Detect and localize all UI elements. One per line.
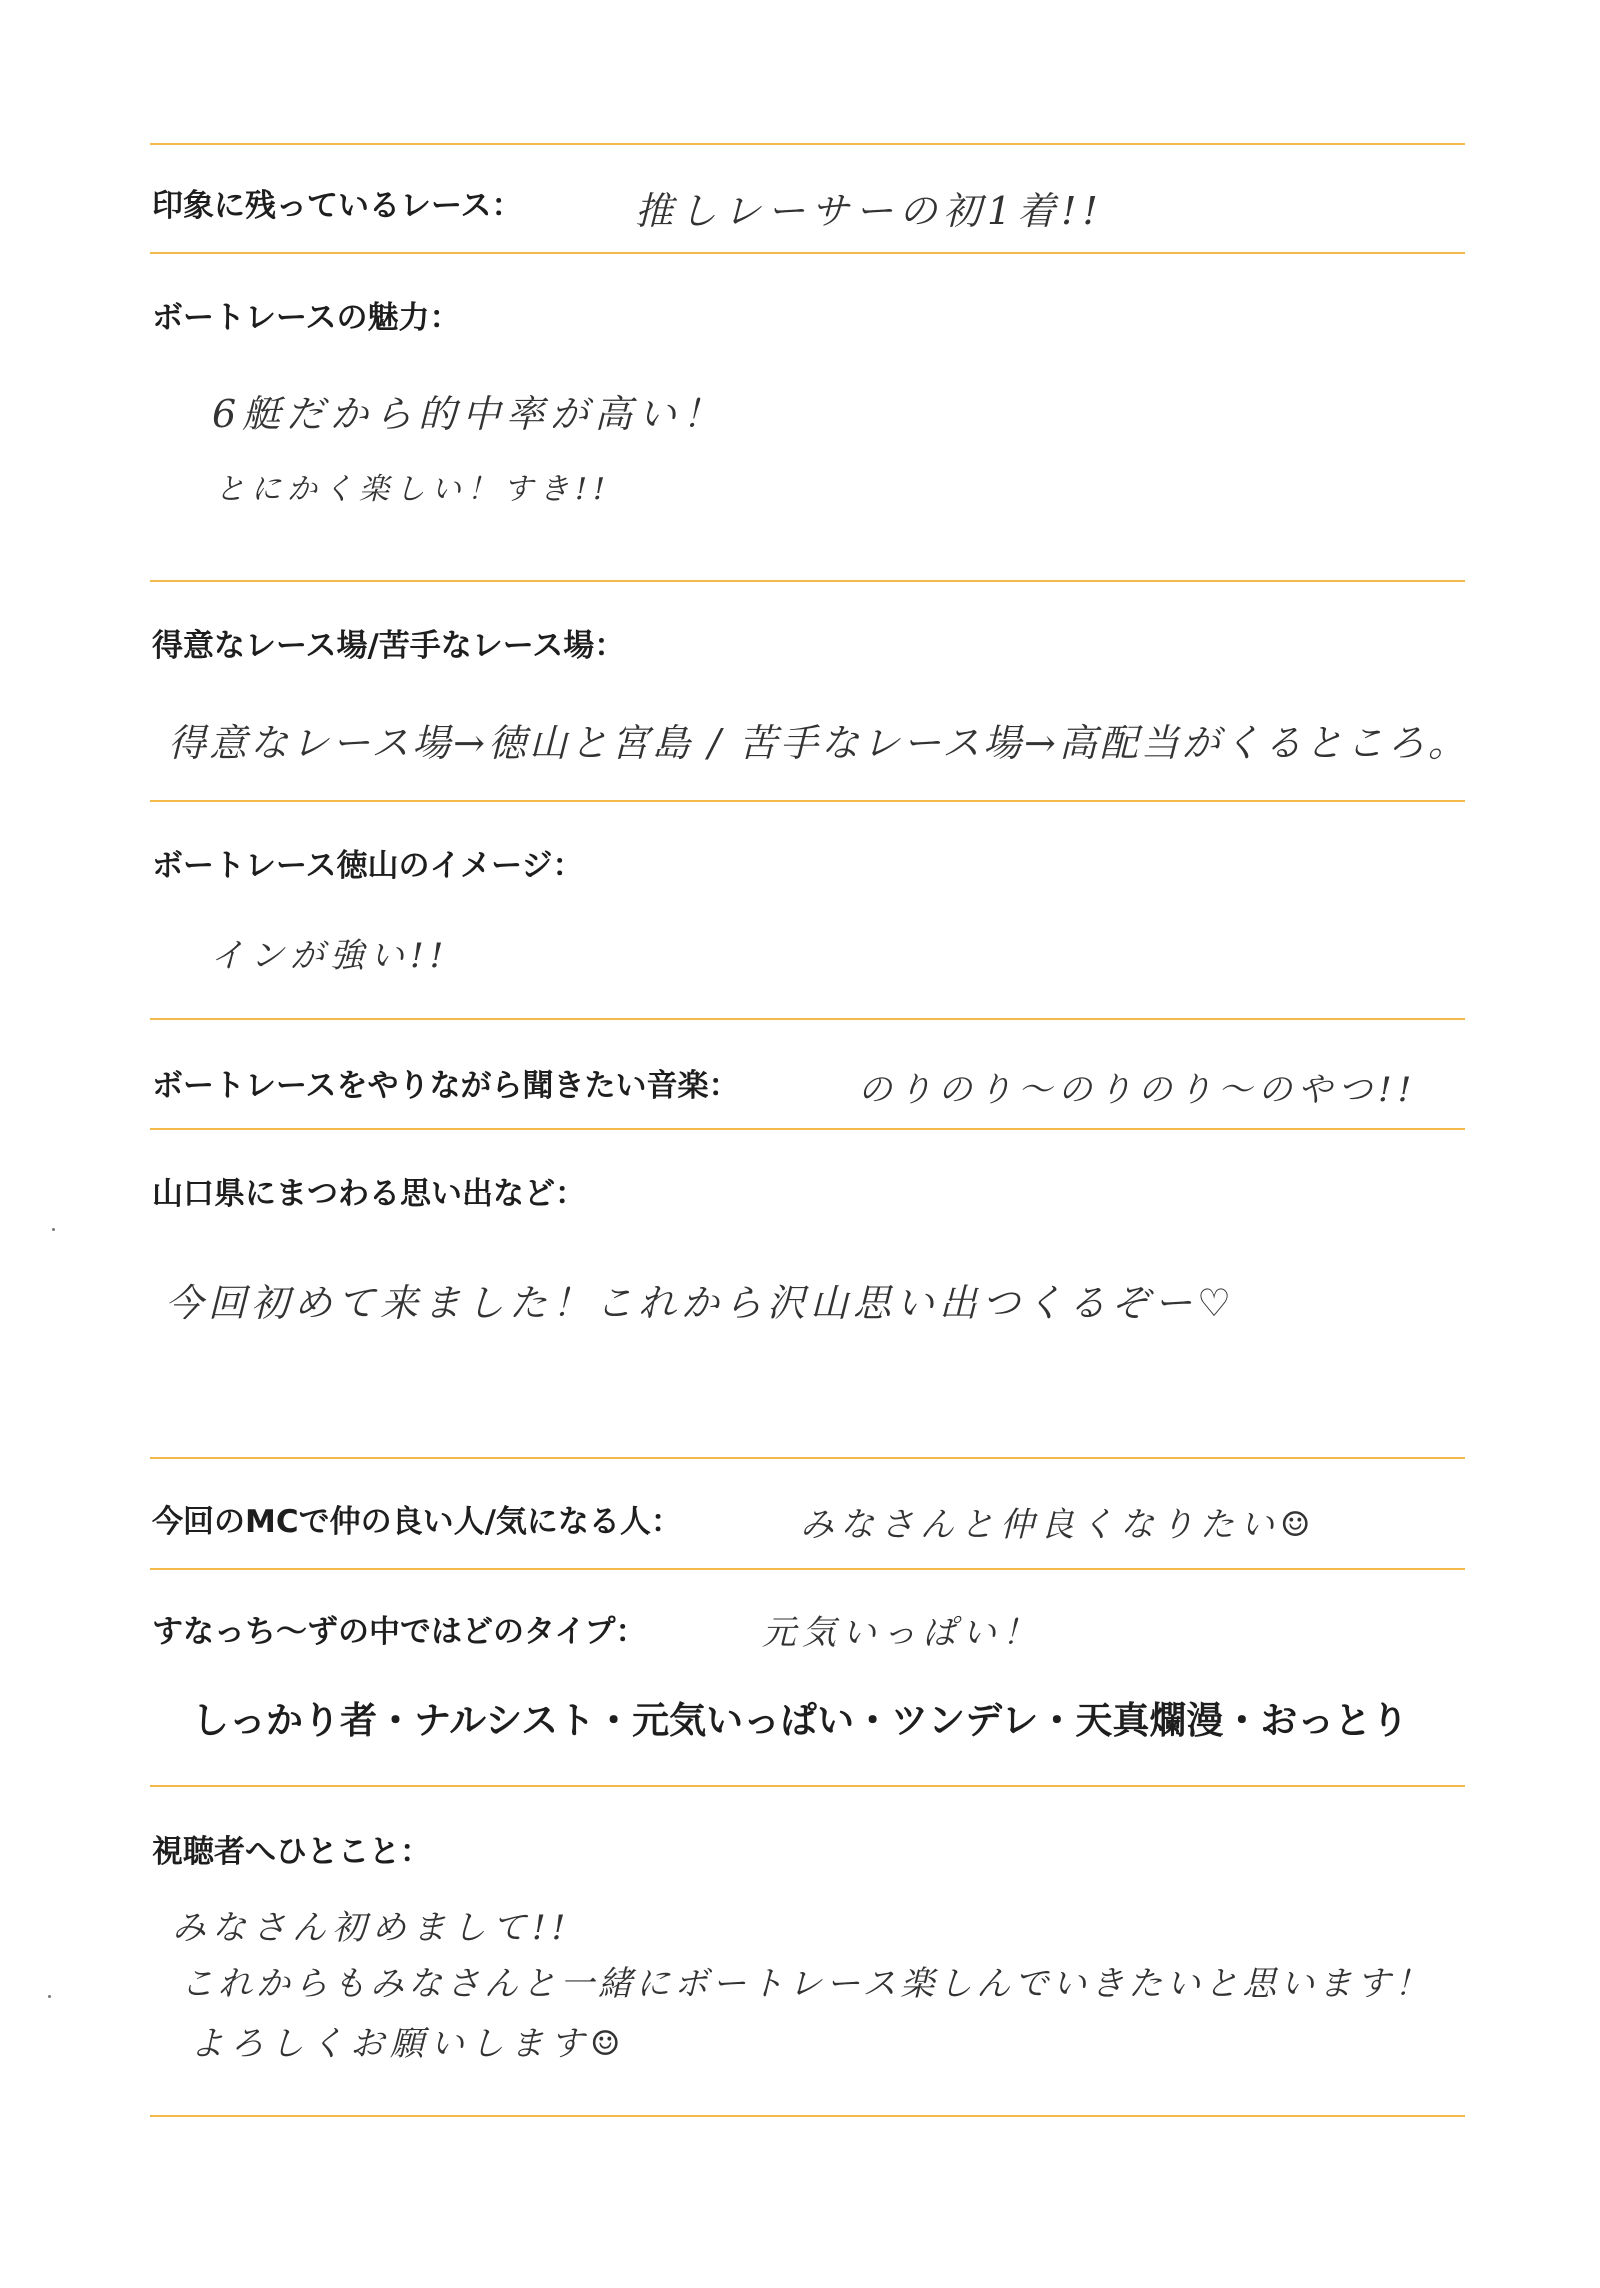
label-yamaguchi-memories: 山口県にまつわる思い出など： xyxy=(152,1176,586,1212)
divider-line xyxy=(150,1785,1465,1787)
label-mc-friends: 今回のMCで仲の良い人/気になる人： xyxy=(152,1504,682,1540)
answer-tokuyama-image: インが強い!! xyxy=(210,936,450,976)
type-options: しっかり者・ナルシスト・元気いっぱい・ツンデレ・天真爛漫・おっとり xyxy=(192,1699,1409,1742)
answer-yamaguchi-memories: 今回初めて来ました！これから沢山思い出つくるぞー♡ xyxy=(165,1281,1237,1325)
label-good-bad-venue: 得意なレース場/苦手なレース場： xyxy=(152,628,626,664)
divider-line xyxy=(150,143,1465,145)
scan-speck xyxy=(48,1995,51,1998)
answer-boatrace-appeal-line-2: とにかく楽しい！すき!! xyxy=(215,472,612,507)
label-boatrace-appeal: ボートレースの魅力： xyxy=(152,300,461,336)
divider-line xyxy=(150,580,1465,582)
label-tokuyama-image: ボートレース徳山のイメージ： xyxy=(152,848,584,884)
answer-music: のりのり～のりのり～のやつ!! xyxy=(858,1070,1418,1110)
answer-message-line-1: みなさん初めまして!! xyxy=(172,1908,572,1948)
divider-line xyxy=(150,1018,1465,1020)
divider-line xyxy=(150,2115,1465,2117)
answer-message-line-2: これからもみなさんと一緒にボートレース楽しんでいきたいと思います！ xyxy=(180,1964,1433,2004)
label-memorable-race: 印象に残っているレース： xyxy=(152,188,523,224)
label-type: すなっち～ずの中ではどのタイプ： xyxy=(152,1614,647,1650)
divider-line xyxy=(150,252,1465,254)
answer-mc-friends: みなさんと仲良くなりたい☺ xyxy=(800,1505,1317,1545)
divider-line xyxy=(150,800,1465,802)
divider-line xyxy=(150,1128,1465,1130)
label-message-to-viewers: 視聴者へひとこと： xyxy=(152,1834,431,1870)
label-music: ボートレースをやりながら聞きたい音楽： xyxy=(152,1068,740,1104)
answer-message-line-3: よろしくお願いします☺ xyxy=(190,2024,627,2064)
divider-line xyxy=(150,1568,1465,1570)
answer-type: 元気いっぱい！ xyxy=(762,1613,1042,1653)
divider-line xyxy=(150,1457,1465,1459)
scan-speck xyxy=(52,1228,55,1231)
answer-good-bad-venue: 得意なレース場→徳山と宮島 / 苦手なレース場→高配当がくるところ。 xyxy=(168,721,1469,765)
answer-memorable-race: 推しレーサーの初1着!! xyxy=(635,189,1104,233)
answer-boatrace-appeal-line-1: 6艇だから的中率が高い！ xyxy=(212,392,727,436)
